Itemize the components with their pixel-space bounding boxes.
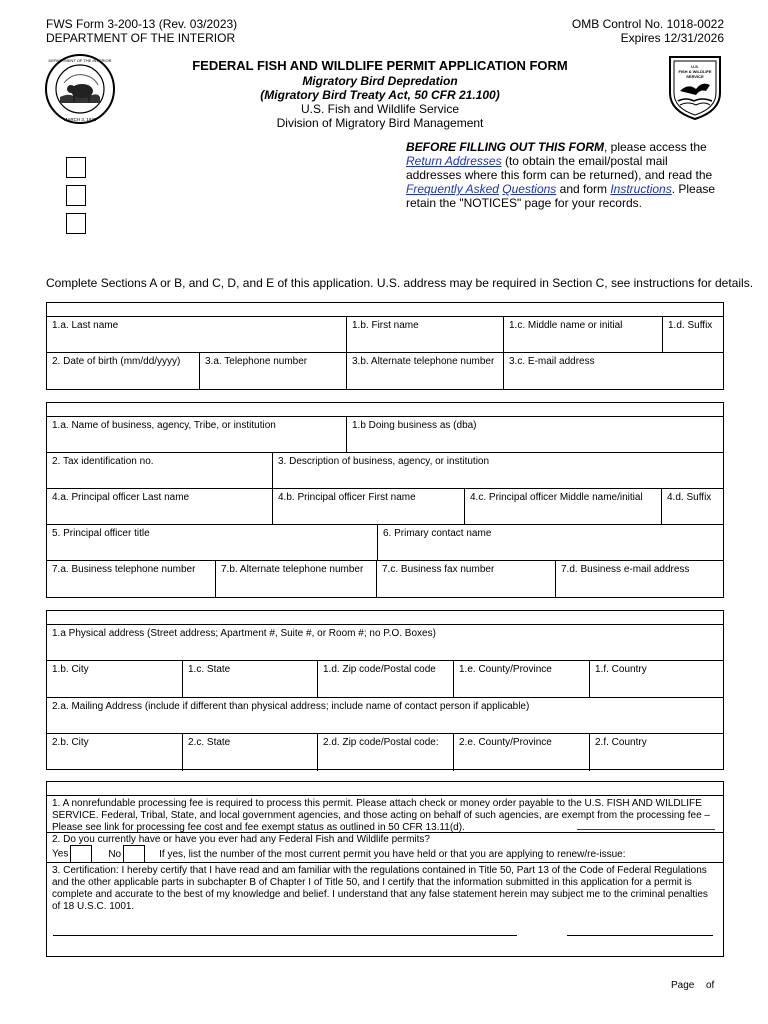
section-c — [46, 610, 724, 770]
svg-text:DEPARTMENT OF THE INTERIOR: DEPARTMENT OF THE INTERIOR — [48, 58, 112, 63]
city-field[interactable]: 1.b. City — [52, 664, 89, 675]
fee-row — [47, 796, 723, 833]
agency-name: U.S. Fish and Wildlife Service — [300, 102, 460, 116]
checkbox[interactable] — [66, 157, 86, 178]
first-name-field[interactable]: 1.b. First name — [346, 317, 503, 352]
notice-bold: BEFORE FILLING OUT THIS FORM — [406, 140, 604, 154]
department: DEPARTMENT OF THE INTERIOR — [46, 31, 236, 45]
faq-link[interactable]: Frequently Asked — [406, 182, 499, 196]
section-c-row — [47, 734, 723, 771]
tax-id-field[interactable]: 2. Tax identification no. — [52, 456, 154, 467]
division-name: Division of Migratory Bird Management — [276, 116, 484, 130]
form-authority: (Migratory Bird Treaty Act, 50 CFR 21.100) — [260, 88, 500, 102]
officer-middle-name-field[interactable]: 4.c. Principal officer Middle name/initial — [464, 489, 661, 524]
svg-text:U.S.: U.S. — [691, 64, 699, 69]
section-b-row — [47, 453, 723, 489]
if-yes-text: If yes, list the number of the most current permit you have held or that you are applying to renew/re-issue: — [159, 848, 626, 860]
country-field[interactable]: 1.f. Country — [589, 661, 723, 697]
section-b-row — [47, 417, 723, 453]
section-c-row — [47, 661, 723, 698]
before-filling-notice — [406, 140, 726, 210]
mailing-state-field[interactable]: 2.c. State — [182, 734, 317, 771]
business-name-field[interactable]: 1.a. Name of business, agency, Tribe, or institution — [52, 420, 276, 431]
telephone-field[interactable]: 3.a. Telephone number — [199, 353, 346, 389]
checkbox[interactable] — [66, 185, 86, 206]
section-d — [46, 781, 724, 957]
section-b — [46, 402, 724, 598]
svg-text:SERVICE: SERVICE — [686, 74, 704, 79]
section-b-row — [47, 489, 723, 525]
mailing-county-field[interactable]: 2.e. County/Province — [453, 734, 589, 771]
certification-text: 3. Certification: I hereby certify that I have read and am familiar with the regulations contained in Title 50, Part 13 of the Code of Federal Regulations and the other applicable parts in subchapter B of Chapter I of Title 50, and I certify that the information submitted in this application for a permit is complete and accurate to the best of my knowledge and belief. I understand that any false statement herein may subject me to the criminal penalties of 18 U.S.C. 1001. — [52, 865, 708, 912]
interior-seal-icon — [44, 53, 116, 125]
date-of-birth-field[interactable]: 2. Date of birth (mm/dd/yyyy) — [52, 356, 181, 367]
officer-last-name-field[interactable]: 4.a. Principal officer Last name — [52, 492, 190, 503]
mailing-city-field[interactable]: 2.b. City — [52, 737, 89, 748]
date-line[interactable] — [567, 935, 713, 936]
alt-telephone-field[interactable]: 3.b. Alternate telephone number — [346, 353, 503, 389]
section-c-row — [47, 625, 723, 661]
officer-title-field[interactable]: 5. Principal officer title — [52, 528, 150, 539]
permits-row — [47, 833, 723, 863]
mailing-address-field[interactable]: 2.a. Mailing Address (include if different than physical address; include name of contact person if applicable) — [52, 701, 530, 712]
instructions-intro: Complete Sections A or B, and C, D, and E of this application. U.S. address may be required in Section C, see instructions for details. — [46, 276, 754, 290]
section-header-bar — [47, 403, 723, 417]
section-header-bar — [47, 303, 723, 317]
svg-text:MARCH 3, 1849: MARCH 3, 1849 — [63, 117, 97, 122]
section-a — [46, 302, 724, 390]
business-email-field[interactable]: 7.d. Business e-mail address — [555, 561, 723, 597]
state-field[interactable]: 1.c. State — [182, 661, 317, 697]
last-name-field[interactable]: 1.a. Last name — [52, 320, 119, 331]
physical-address-field[interactable]: 1.a Physical address (Street address; Apartment #, Suite #, or Room #; no P.O. Boxes) — [52, 628, 436, 639]
signature-line[interactable] — [53, 935, 517, 936]
primary-contact-field[interactable]: 6. Primary contact name — [377, 525, 723, 560]
yes-no-line — [52, 845, 625, 864]
title-block — [180, 58, 580, 130]
certification-row — [47, 863, 723, 955]
notice-text: . Please retain the "NOTICES" page for your records. — [406, 182, 716, 210]
business-phone-field[interactable]: 7.a. Business telephone number — [52, 564, 196, 575]
business-description-field[interactable]: 3. Description of business, agency, or institution — [272, 453, 723, 488]
processing-fee-text: 1. A nonrefundable processing fee is required to process this permit. Please attach check or money order payable to the U.S. FISH AND WILDLIFE SERVICE. Federal, Tribal, State, and local government agencies, and those acting on behalf of such agencies, are exempt from the processing fee – Please see link for processing fee cost and fee exempt status as outlined in 50 CFR 13.11(d). — [52, 798, 710, 833]
no-checkbox[interactable] — [123, 845, 145, 863]
section-a-row — [47, 317, 723, 353]
notice-text: , please access the — [604, 140, 707, 154]
yes-label: Yes — [52, 848, 69, 860]
fee-link-underline[interactable] — [577, 829, 715, 830]
fws-shield-icon — [666, 53, 724, 121]
business-fax-field[interactable]: 7.c. Business fax number — [376, 561, 555, 597]
dba-field[interactable]: 1.b Doing business as (dba) — [346, 417, 723, 452]
questions-link[interactable]: Questions — [502, 182, 557, 196]
notice-text: (to obtain the email/postal mail addresses where this form can be returned), and read the — [406, 154, 713, 182]
county-field[interactable]: 1.e. County/Province — [453, 661, 589, 697]
omb-control: OMB Control No. 1018-0022 — [571, 17, 724, 31]
email-field[interactable]: 3.c. E-mail address — [503, 353, 723, 389]
section-a-row — [47, 353, 723, 389]
officer-suffix-field[interactable]: 4.d. Suffix — [661, 489, 723, 524]
business-alt-phone-field[interactable]: 7.b. Alternate telephone number — [215, 561, 376, 597]
section-header-bar — [47, 782, 723, 796]
middle-name-field[interactable]: 1.c. Middle name or initial — [503, 317, 662, 352]
form-title: FEDERAL FISH AND WILDLIFE PERMIT APPLICATION FORM — [192, 58, 568, 73]
yes-checkbox[interactable] — [70, 845, 92, 863]
officer-first-name-field[interactable]: 4.b. Principal officer First name — [272, 489, 464, 524]
form-subtitle: Migratory Bird Depredation — [302, 74, 458, 88]
instructions-link[interactable]: Instructions — [610, 182, 672, 196]
section-header-bar — [47, 611, 723, 625]
notice-text: and form — [556, 182, 611, 196]
svg-text:FISH & WILDLIFE: FISH & WILDLIFE — [678, 69, 712, 74]
page-of-label: of — [706, 980, 715, 991]
prior-permit-question: 2. Do you currently have or have you ever had any Federal Fish and Wildlife permits? — [52, 834, 430, 845]
mailing-zip-field[interactable]: 2.d. Zip code/Postal code: — [317, 734, 453, 771]
zip-field[interactable]: 1.d. Zip code/Postal code — [317, 661, 453, 697]
no-label: No — [108, 848, 122, 860]
section-c-row — [47, 698, 723, 734]
section-b-row — [47, 561, 723, 597]
mailing-country-field[interactable]: 2.f. Country — [589, 734, 723, 771]
expiration: Expires 12/31/2026 — [620, 31, 724, 45]
suffix-field[interactable]: 1.d. Suffix — [662, 317, 723, 352]
checkbox[interactable] — [66, 213, 86, 234]
form-number: FWS Form 3-200-13 (Rev. 03/2023) — [46, 17, 238, 31]
section-b-row — [47, 525, 723, 561]
return-addresses-link[interactable]: Return Addresses — [406, 154, 502, 168]
page-label: Page — [671, 980, 695, 991]
